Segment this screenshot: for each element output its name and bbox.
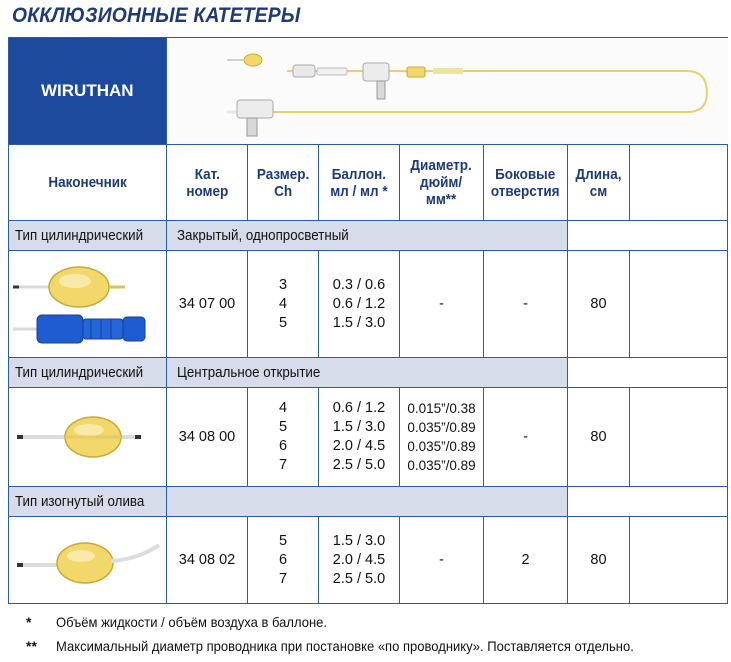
balloon-catheter-icon: [9, 517, 167, 603]
size-values: 3 4 5: [248, 251, 319, 358]
catalog-number: 34 08 00: [167, 388, 248, 487]
length-value: 80: [568, 517, 630, 604]
table-row: [9, 517, 728, 604]
product-photo: [167, 38, 728, 145]
section-description: Центральное открытие: [167, 358, 568, 388]
balloon-values: 1.5 / 3.0 2.0 / 4.5 2.5 / 5.0: [319, 517, 400, 604]
balloon-catheter-icon: [9, 388, 167, 486]
section-description: Закрытый, однопросветный: [167, 221, 568, 251]
col-header-cat: Кат. номер: [167, 145, 248, 221]
side-holes-value: -: [484, 251, 568, 358]
col-header-diameter: Диаметр. дюйм/ мм**: [400, 145, 484, 221]
section-header: [9, 221, 728, 251]
catheter-photo-image: [167, 38, 728, 144]
blank-header-cell: [630, 145, 728, 221]
side-holes-value: 2: [484, 517, 568, 604]
column-header-row: [9, 145, 728, 221]
col-header-balloon: Баллон. мл / мл *: [319, 145, 400, 221]
tip-image-curved: [9, 517, 167, 604]
table-row: [9, 388, 728, 487]
section-type: Тип цилиндрический: [9, 358, 167, 388]
catalog-number: 34 08 02: [167, 517, 248, 604]
section-type: Тип изогнутый олива: [9, 487, 167, 517]
col-header-length: Длина, см: [568, 145, 630, 221]
section-header: [9, 487, 728, 517]
length-value: 80: [568, 251, 630, 358]
tip-image-central: [9, 388, 167, 487]
side-holes-value: -: [484, 388, 568, 487]
balloon-catheter-icon: [9, 251, 167, 357]
col-header-side-holes: Боковые отверстия: [484, 145, 568, 221]
table-row: [9, 251, 728, 358]
catalog-number: 34 07 00: [167, 251, 248, 358]
diameter-values: -: [400, 517, 484, 604]
col-header-size: Размер. Ch: [248, 145, 319, 221]
diameter-values: 0.015”/0.38 0.035”/0.89 0.035”/0.89 0.035”/0.89: [400, 388, 484, 487]
balloon-values: 0.6 / 1.2 1.5 / 3.0 2.0 / 4.5 2.5 / 5.0: [319, 388, 400, 487]
col-header-tip: Наконечник: [9, 145, 167, 221]
balloon-values: 0.3 / 0.6 0.6 / 1.2 1.5 / 3.0: [319, 251, 400, 358]
section-description: [167, 487, 568, 517]
size-values: 4 5 6 7: [248, 388, 319, 487]
footnote-1: * Объём жидкости / объём воздуха в баллоне.: [26, 614, 328, 630]
section-header: [9, 358, 728, 388]
length-value: 80: [568, 388, 630, 487]
size-values: 5 6 7: [248, 517, 319, 604]
diameter-values: -: [400, 251, 484, 358]
section-type: Тип цилиндрический: [9, 221, 167, 251]
catheter-spec-table: [8, 37, 728, 604]
footnote-2: ** Максимальный диаметр проводника при постановке «по проводнику». Поставляется отдельно.: [26, 638, 634, 654]
page-title: ОККЛЮЗИОННЫЕ КАТЕТЕРЫ: [12, 4, 301, 27]
tip-image-closed: [9, 251, 167, 358]
brand-label: WIRUTHAN: [9, 38, 167, 145]
